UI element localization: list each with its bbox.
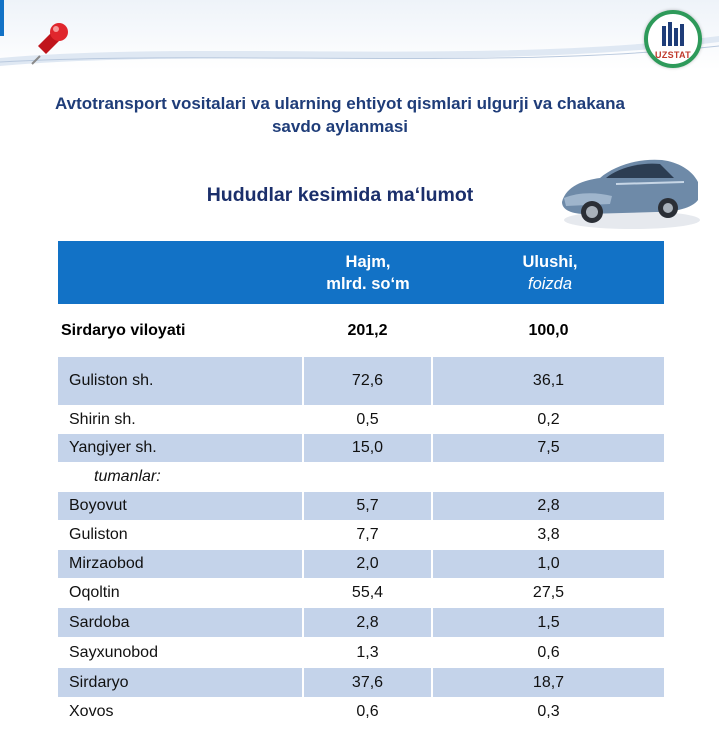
table-row <box>58 406 664 433</box>
table-row <box>58 638 664 667</box>
districts-label-row <box>58 463 664 491</box>
row-volume: 201,2 <box>347 322 388 339</box>
row-name: Yangiyer sh. <box>69 439 157 456</box>
row-volume: 72,6 <box>351 372 384 389</box>
page-subtitle: Hududlar kesimida ma‘lumot <box>206 184 474 206</box>
row-volume: 0,6 <box>356 703 379 720</box>
row-share: 0,2 <box>537 410 560 428</box>
row-share: 1,0 <box>537 555 560 572</box>
logo-text: UZSTAT <box>655 50 691 60</box>
row-name: Oqoltin <box>69 584 120 601</box>
row-share: 0,3 <box>537 703 560 720</box>
table-header <box>58 241 664 304</box>
row-share: 36,1 <box>532 372 565 389</box>
row-volume: 37,6 <box>351 673 384 691</box>
table-row <box>58 608 664 637</box>
banner-swoosh <box>0 0 719 70</box>
table-row <box>58 668 664 697</box>
row-name: Sayxunobod <box>69 643 158 661</box>
row-volume: 1,3 <box>356 643 379 661</box>
row-name: Guliston sh. <box>69 372 154 389</box>
row-name: Sirdaryo viloyati <box>61 322 186 339</box>
row-share: 0,6 <box>537 643 560 661</box>
row-volume: 0,5 <box>356 410 379 428</box>
row-volume: 15,0 <box>351 439 384 456</box>
row-volume: 2,0 <box>356 555 379 572</box>
row-share: 27,5 <box>532 584 565 601</box>
uzstat-logo <box>644 10 702 68</box>
table-row-total <box>58 309 664 353</box>
row-share: 2,8 <box>537 497 560 514</box>
districts-label: tumanlar: <box>94 468 161 485</box>
row-volume: 7,7 <box>356 526 379 543</box>
table-row <box>58 550 664 578</box>
table-row <box>58 698 664 726</box>
pushpin-icon <box>28 20 72 66</box>
row-volume: 2,8 <box>356 613 379 631</box>
table-row <box>58 434 664 462</box>
row-name: Mirzaobod <box>69 555 144 572</box>
column-header-share: Ulushi, foizda <box>522 252 578 293</box>
row-name: Shirin sh. <box>69 410 136 428</box>
row-volume: 5,7 <box>356 497 379 514</box>
row-share: 3,8 <box>537 526 560 543</box>
table-row <box>58 579 664 607</box>
table-row <box>58 492 664 520</box>
row-name: Xovos <box>69 703 114 720</box>
top-banner <box>0 0 719 70</box>
row-share: 7,5 <box>537 439 560 456</box>
page-title: Avtotransport vositalari va ularning ehtiyot qismlari ulgurji va chakana savdo aylanmasi <box>55 94 625 136</box>
row-name: Sardoba <box>69 613 130 631</box>
row-name: Sirdaryo <box>69 673 129 691</box>
column-header-volume: Hajm, mlrd. so‘m <box>326 252 410 293</box>
row-volume: 55,4 <box>351 584 384 601</box>
row-name: Boyovut <box>69 497 127 514</box>
row-name: Guliston <box>69 526 128 543</box>
car-illustration <box>556 136 702 236</box>
table-row <box>58 521 664 549</box>
table-row <box>58 357 664 405</box>
row-share: 18,7 <box>532 673 565 691</box>
row-share: 1,5 <box>537 613 560 631</box>
row-share: 100,0 <box>528 322 569 339</box>
